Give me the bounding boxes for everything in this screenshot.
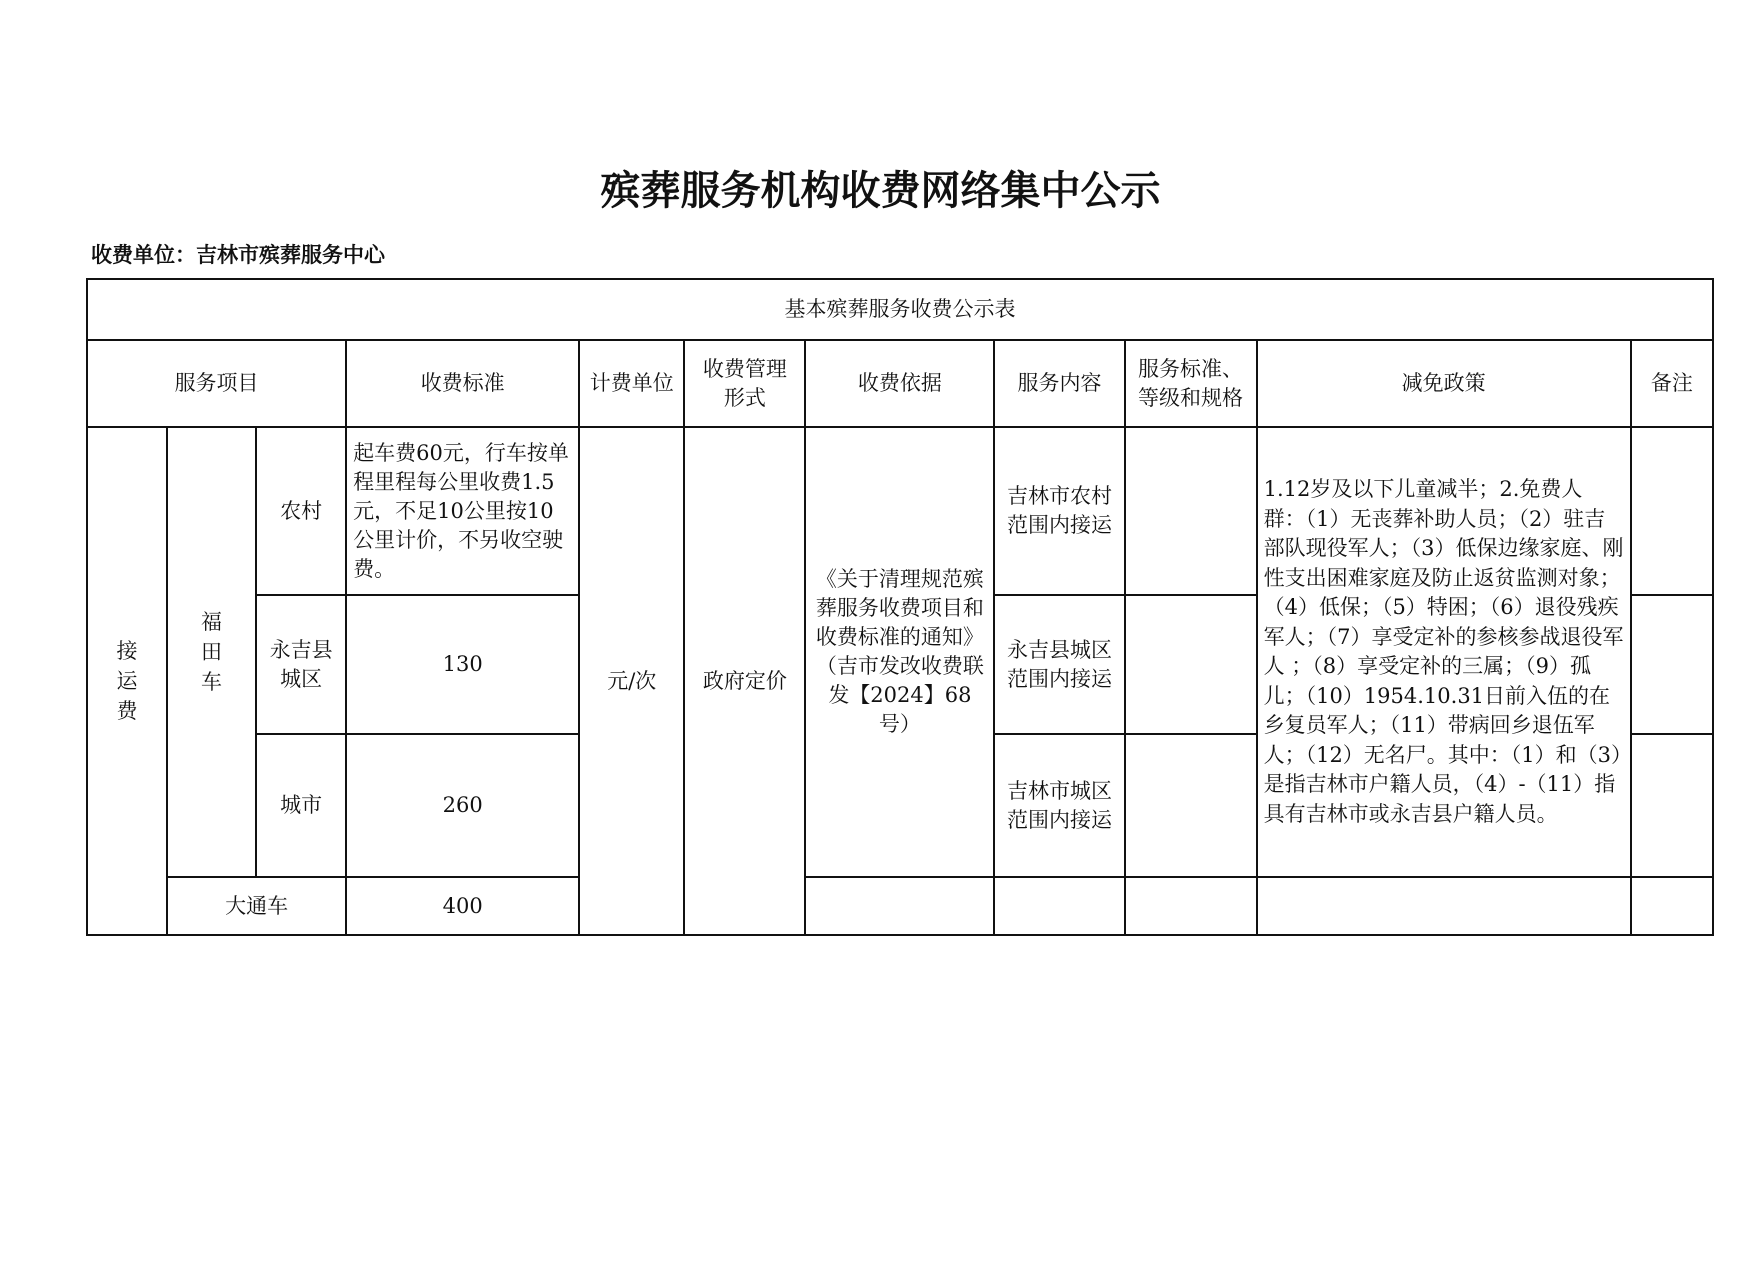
header-service-standard: 服务标准、等级和规格 (1125, 340, 1257, 427)
vehicle-label: 福田车 (201, 610, 223, 694)
content-yongji: 永吉县城区范围内接运 (994, 595, 1124, 734)
remark-bus (1631, 877, 1713, 935)
charging-unit-label: 收费单位：吉林市殡葬服务中心 (91, 243, 385, 267)
area-bus: 大通车 (167, 877, 346, 935)
basis-bus (805, 877, 994, 935)
fee-yongji: 130 (346, 595, 579, 734)
area-rural: 农村 (256, 427, 346, 595)
policy-bus (1257, 877, 1631, 935)
vehicle-cell (167, 427, 256, 877)
header-service-content: 服务内容 (994, 340, 1124, 427)
header-management-form: 收费管理形式 (684, 340, 805, 427)
header-reduction-policy: 减免政策 (1257, 340, 1631, 427)
billing-unit-value: 元/次 (579, 427, 684, 935)
standard-city (1125, 734, 1257, 877)
remark-yongji (1631, 595, 1713, 734)
header-remarks: 备注 (1631, 340, 1713, 427)
header-billing-unit: 计费单位 (579, 340, 684, 427)
table-caption: 基本殡葬服务收费公示表 (87, 279, 1713, 340)
fee-city: 260 (346, 734, 579, 877)
basis-value: 《关于清理规范殡葬服务收费项目和收费标准的通知》（吉市发改收费联发【2024】68号） (805, 427, 994, 877)
area-yongji: 永吉县城区 (256, 595, 346, 734)
fee-table (86, 278, 1714, 936)
content-bus (994, 877, 1124, 935)
standard-bus (1125, 877, 1257, 935)
reduction-policy-text: 1.12岁及以下儿童减半；2.免费人群：（1）无丧葬补助人员；（2）驻吉部队现役军人；（3）低保边缘家庭、刚性支出困难家庭及防止返贫监测对象；（4）低保；（5）特困；（6）退役残疾军人；（7）享受定补的参核参战退役军人 ；（8）享受定补的三属；（9）孤儿；（10）1954.10.31日前入伍的在乡复员军人；（11）带病回乡退伍军人；（12）无名尸。其中：（1）和（3）是指吉林市户籍人员，（4）-（11）指具有吉林市或永吉县户籍人员。 (1257, 427, 1631, 877)
fee-rural: 起车费60元，行车按单程里程每公里收费1.5元，不足10公里按10公里计价，不另收空驶费。 (346, 427, 579, 595)
remark-rural (1631, 427, 1713, 595)
standard-rural (1125, 427, 1257, 595)
management-form-value: 政府定价 (684, 427, 805, 935)
content-city: 吉林市城区范围内接运 (994, 734, 1124, 877)
content-rural: 吉林市农村范围内接运 (994, 427, 1124, 595)
page-title: 殡葬服务机构收费网络集中公示 (600, 168, 1161, 214)
remark-city (1631, 734, 1713, 877)
area-city: 城市 (256, 734, 346, 877)
category-cell (87, 427, 167, 935)
header-fee-standard: 收费标准 (346, 340, 579, 427)
fee-bus: 400 (346, 877, 579, 935)
category-label: 接运费 (116, 639, 138, 723)
standard-yongji (1125, 595, 1257, 734)
header-basis: 收费依据 (805, 340, 994, 427)
header-service-item: 服务项目 (87, 340, 346, 427)
